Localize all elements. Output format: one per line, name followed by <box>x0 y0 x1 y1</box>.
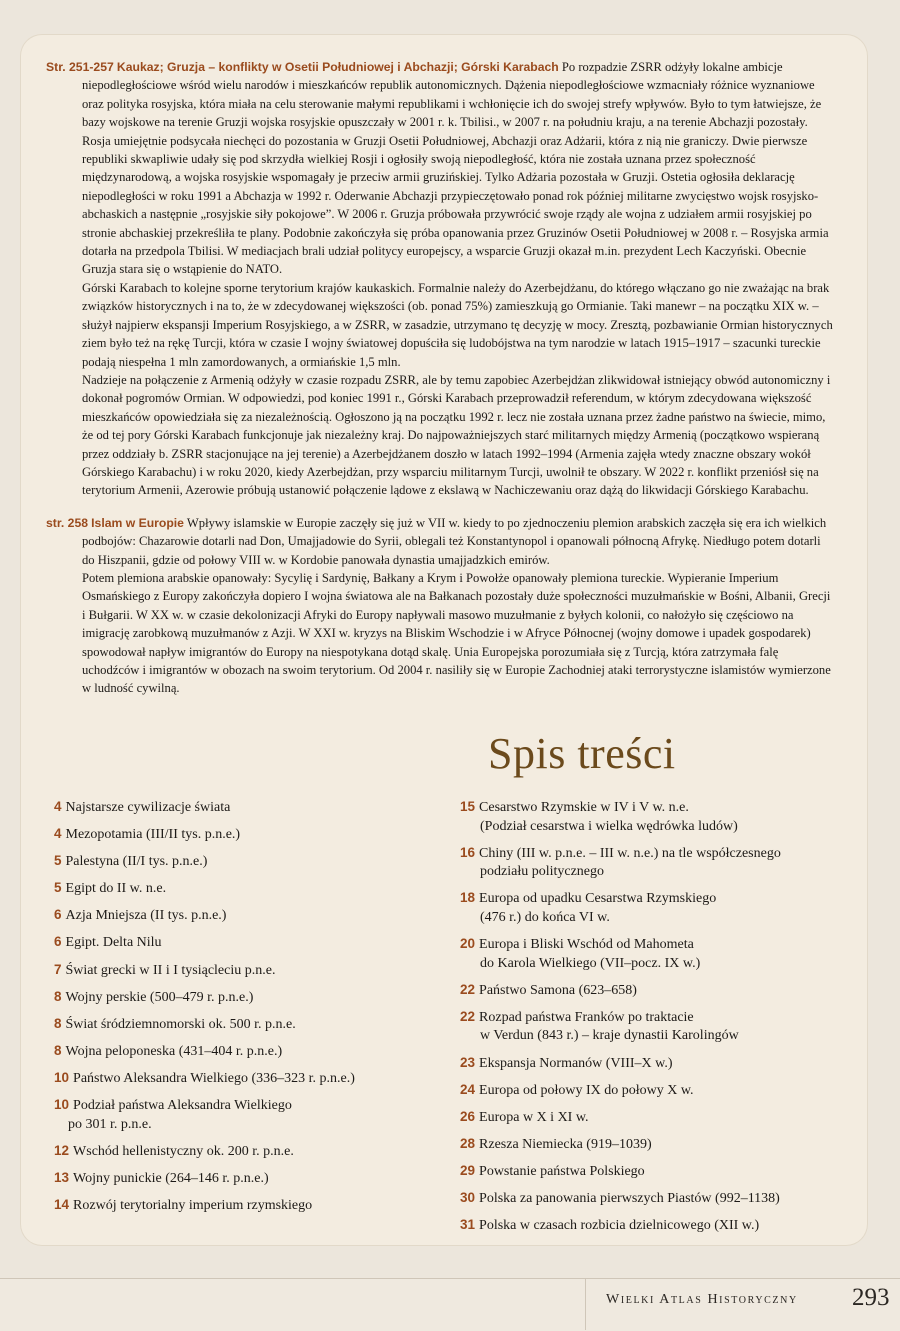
toc-entry-title: Państwo Aleksandra Wielkiego (336–323 r. p.n.e.) <box>73 1070 355 1086</box>
note-title: Kaukaz; Gruzja – konflikty w Osetii Południowej i Abchazji; Górski Karabach <box>116 60 559 74</box>
toc-entry <box>460 1216 850 1236</box>
toc-page-number: 26 <box>460 1108 476 1124</box>
toc-entry <box>54 1142 444 1162</box>
footer-divider <box>585 1278 586 1330</box>
toc-entry-title: Polska w czasach rozbicia dzielnicowego (XII w.) <box>479 1218 760 1234</box>
toc-page-number: 14 <box>54 1196 70 1212</box>
toc-page-number: 16 <box>460 844 476 860</box>
toc-entry-title: Świat śródziemnomorski ok. 500 r. p.n.e. <box>65 1016 296 1032</box>
toc-entry-title: Powstanie państwa Polskiego <box>479 1163 645 1179</box>
toc-page-number: 7 <box>54 961 62 977</box>
toc-entry <box>54 825 444 845</box>
toc-entry-title: Rzesza Niemiecka (919–1039) <box>479 1136 652 1152</box>
toc-page-number: 10 <box>54 1069 70 1085</box>
toc-column-right <box>460 798 850 1243</box>
toc-entry-title: Wschód hellenistyczny ok. 200 r. p.n.e. <box>73 1143 294 1159</box>
toc-page-number: 4 <box>54 799 62 814</box>
toc-page-number: 22 <box>460 981 476 997</box>
notes-section <box>46 58 836 698</box>
page-number: 293 <box>852 1284 890 1311</box>
note-paragraph: Górski Karabach to kolejne sporne terytorium krajów kaukaskich. Formalnie należy do Azerbejdżanu, do którego włączano go nie zważając na brak związków historycznych i na to, że w zdecydowanej większości (ob. ponad 75%) zamieszkują go Ormianie. Taki manewr – na początku XIX w. – służył najpierw ekspansji Imperium Rosyjskiego, a w ZSRR, w zasadzie, utrzymano tę decyzję w mocy. Zresztą, pozbawianie Ormian historycznych ziem było też na rękę Turcji, która w czasie I wojny światowej dopuściła się ludobójstwa na tym narodzie w latach 1915–1917 – szacunki tureckie podają niespełna 1 mln zamordowanych, a ormiańskie 1,5 mln. <box>82 280 833 369</box>
toc-entry-title: po 301 r. p.n.e. <box>68 1116 152 1132</box>
toc-page-number: 8 <box>54 1042 62 1058</box>
note-paragraph: Potem plemiona arabskie opanowały: Sycylię i Sardynię, Bałkany a Krym i Powołże opanowały plemiona tureckie. Wypieranie Imperium Osmańskiego z Europy zakończyła dopiero I wojna światowa ale na Bałkanach pozostały duże społeczności muzułmańskie w Bośni, Albanii, Grecji i Bułgarii. W XX w. w czasie dekolonizacji Afryki do Europy napływali masowo muzułmanie z byłych kolonii, co nałożyło się częściowo na imigrację zarobkową muzułmanów z Azji. W XXI w. kryzys na Bliskim Wschodzie i w Afryce Północnej (wojny domowe i upadek gospodarek) spowodował napływ imigrantów do Europy na niespotykana dotąd skalę. Unia Europejska porozumiała się z Turcją, która zatrzymała falę uchodźców i imigrantów w obozach na swoim terytorium. Od 2004 r. nasiliły się w Europie Zachodniej ataki terrorystyczne islamistów wymierzone w ludność cywilną. <box>82 570 831 696</box>
toc-entry-title: Najstarsze cywilizacje świata <box>65 800 231 815</box>
toc-entry <box>460 889 850 927</box>
toc-entry <box>54 906 444 926</box>
toc-entry <box>460 981 850 1001</box>
toc-entry-title: do Karola Wielkiego (VII–pocz. IX w.) <box>480 955 701 971</box>
toc-page-number: 5 <box>54 853 62 869</box>
note-ref: str. 258 <box>46 515 89 530</box>
note-paragraph: Rosja umiejętnie podsycała niechęci do pozostania w Gruzji Osetii Południowej, Abchazji oraz Adżarii, która z nią nie graniczy. Dwie pierwsze republiki skwapliwie udały się pod skrzydła wielkiej Rosji i ogłosiły swoją niepodległość, która nie została uznana przez społeczność międzynarodową, a wojska rosyjskie wspomagały je przeciw armii gruzińskiej. Tylko Adżaria pozostała w Gruzji. Ostetia ogłosiła deklarację niepodległości w roku 1991 a Abchazja w 1992 r. Oderwanie Abchazji przypieczętowało ponad rok później militarne zwycięstwo wojsk rosyjsko-abchaskich a następnie „rosyjskie siły pokojowe”. W 2006 r. Gruzja próbowała przywrócić swoje rządy ale wojna z udziałem armii rosyjskiej po stronie abchaskiej przekreśliła te plany. Podobnie zakończyła się próba opanowania przez Gruzinów Osetii Południowej w 2008 r. – Rosyjska armia dotarła na przedpola Tbilisi. W mediacjach brali udział politycy europejscy, a wsparcie Gruzji okazał m.in. prezydent Lech Kaczyński. Obecnie Gruzja stara się o wstąpienie do NATO. <box>82 133 829 277</box>
note-title: Islam w Europie <box>91 515 184 530</box>
toc-title: Spis treści <box>488 729 676 778</box>
toc-entry <box>460 1135 850 1155</box>
toc-entry <box>54 852 444 872</box>
note-paragraph: Nadzieje na połączenie z Armenią odżyły w czasie rozpadu ZSRR, ale by temu zapobiec Azerbejdżan zlikwidował istniejący obwód autonomiczny i dokonał pogromów Ormian. W odpowiedzi, pod koniec 1991 r., Górski Karabach przeprowadził referendum, w którym zdecydowana większość mieszkańców opowiedziała się za niezależnością. Ogłoszono ją na początku 1992 r. lecz nie została uznana przez żadne państwo na świecie, mimo, że od tej pory Górski Karabach funkcjonuje jak niezależny kraj. Do najpoważniejszych starć militarnych między Armenią (początkowo wspieraną przez oddziały b. ZSRR stacjonujące na jej terenie) a Azerbejdżanem doszło w latach 1992–1994 (Armenia zajęła wtedy znaczne obszary wokół Górskiego Karabachu) i w roku 2020, kiedy Azerbejdżan, przy wsparciu militarnym Turcji, uwolnił te obszary. W 2022 r. konflikt przeniósł się na terytorium Armenii, Azerowie próbują ustanowić połączenie lądowe z ekslawą w Nachiczewaniu oraz dążą do likwidacji Górskiego Karabachu. <box>82 372 831 498</box>
toc-entry-title: Palestyna (II/I tys. p.n.e.) <box>65 854 208 870</box>
toc-entry <box>54 1015 444 1035</box>
toc-page-number: 6 <box>54 934 62 950</box>
note-paragraph: Po rozpadzie ZSRR odżyły lokalne ambicje niepodległościowe wśród wielu narodów i mieszkańców republik autonomicznych. Dążenia niepodległościowe wzmacniały różnice wyznaniowe oraz polityka rosyjska, która miała na celu sterowanie małymi republikami i wchłonięcie ich do swojej strefy wpływów. Było to tym łatwiejsze, że bazy wojskowe na terenie Gruzji wojska rosyjskie opuszczały w 2001 r. k. Tbilisi., w 2007 r. na południu kraju, a na terenie Abchazji pozostały. <box>82 60 822 130</box>
toc-entry <box>54 879 444 899</box>
toc-page-number: 6 <box>54 907 62 923</box>
toc-entry <box>54 933 444 953</box>
toc-page-number: 29 <box>460 1162 476 1178</box>
toc-entry <box>460 935 850 973</box>
toc-entry <box>460 1189 850 1209</box>
toc-page-number: 22 <box>460 1008 476 1024</box>
toc-entry-title: Ekspansja Normanów (VIII–X w.) <box>479 1055 673 1071</box>
toc-page-number: 8 <box>54 988 62 1004</box>
toc-page-number: 8 <box>54 1015 62 1031</box>
toc-entry-title: Świat grecki w II i I tysiącleciu p.n.e. <box>65 962 276 978</box>
toc-page-number: 15 <box>460 799 476 814</box>
toc-entry-title: Europa i Bliski Wschód od Mahometa <box>479 937 694 953</box>
toc-entry <box>460 798 850 836</box>
toc-page-number: 28 <box>460 1135 476 1151</box>
toc-page-number: 31 <box>460 1217 476 1233</box>
toc-entry-title: Cesarstwo Rzymskie w IV i V w. n.e. <box>479 800 689 815</box>
toc-entry-title: Mezopotamia (III/II tys. p.n.e.) <box>65 827 241 843</box>
toc-entry-title: Rozpad państwa Franków po traktacie <box>479 1009 694 1025</box>
toc-page-number: 18 <box>460 890 476 906</box>
toc-entry <box>54 1196 444 1216</box>
toc-entry <box>460 1081 850 1101</box>
toc-entry-title: Chiny (III w. p.n.e. – III w. n.e.) na tle współczesnego <box>479 845 781 861</box>
toc-entry <box>54 1069 444 1089</box>
toc-page-number: 23 <box>460 1054 476 1070</box>
toc-entry-title: Polska za panowania pierwszych Piastów (992–1138) <box>479 1191 780 1206</box>
toc-entry <box>54 961 444 981</box>
toc-entry <box>54 988 444 1008</box>
note-islam <box>46 514 836 698</box>
toc-entry <box>460 1162 850 1182</box>
toc-entry <box>460 844 850 882</box>
toc-entry <box>54 798 444 818</box>
toc-entry-title: Państwo Samona (623–658) <box>479 982 637 998</box>
note-caucasus <box>46 58 836 500</box>
toc-entry <box>460 1054 850 1074</box>
toc-page-number: 4 <box>54 826 62 842</box>
toc-entry-title: Egipt. Delta Nilu <box>65 935 162 951</box>
toc-entry <box>54 1169 444 1189</box>
toc-entry-title: (Podział cesarstwa i wielka wędrówka ludów) <box>480 818 738 834</box>
toc-entry-title: Europa od połowy IX do połowy X w. <box>479 1082 694 1098</box>
toc-entry-title: podziału politycznego <box>480 864 605 880</box>
toc-entry-title: Wojny punickie (264–146 r. p.n.e.) <box>73 1170 269 1186</box>
toc-page-number: 5 <box>54 880 62 896</box>
toc-entry-title: Wojna peloponeska (431–404 r. p.n.e.) <box>65 1043 283 1059</box>
toc-page-number: 10 <box>54 1097 70 1113</box>
toc-entry-title: Rozwój terytorialny imperium rzymskiego <box>73 1197 313 1213</box>
toc-entry-title: Europa od upadku Cesarstwa Rzymskiego <box>479 891 717 907</box>
toc-page-number: 12 <box>54 1142 70 1158</box>
toc-page-number: 30 <box>460 1190 476 1205</box>
toc-page-number: 13 <box>54 1169 70 1185</box>
toc-entry-title: Azja Mniejsza (II tys. p.n.e.) <box>65 908 227 924</box>
toc-entry-title: Egipt do II w. n.e. <box>65 881 167 897</box>
toc-entry-title: Europa w X i XI w. <box>479 1109 589 1125</box>
toc-entry-title: Podział państwa Aleksandra Wielkiego <box>73 1098 292 1114</box>
note-paragraph: Wpływy islamskie w Europie zaczęły się już w VII w. kiedy to po zjednoczeniu plemion arabskich zaczęła się era ich wielkich podbojów: Chazarowie dotarli nad Don, Umajjadowie do Syrii, oblegali też Konstantynopol i opanowali północną Afrykę. Niedługo potem dotarli do Hiszpanii, gdzie od połowy VIII w. w Kordobie panowała dynastia umajjadzkich emirów. <box>82 515 827 567</box>
toc-entry <box>54 1042 444 1062</box>
toc-column-left <box>54 798 444 1223</box>
toc-entry-title: (476 r.) do końca VI w. <box>480 909 610 925</box>
toc-entry <box>460 1108 850 1128</box>
toc-page-number: 24 <box>460 1081 476 1097</box>
atlas-name: Wielki Atlas Historyczny <box>606 1292 798 1307</box>
toc-entry-title: Wojny perskie (500–479 r. p.n.e.) <box>65 989 254 1005</box>
toc-page-number: 20 <box>460 936 476 952</box>
toc-entry-title: w Verdun (843 r.) – kraje dynastii Karolingów <box>480 1028 739 1044</box>
note-ref: Str. 251-257 <box>46 60 114 74</box>
toc-entry <box>460 1008 850 1046</box>
toc-entry <box>54 1096 444 1134</box>
